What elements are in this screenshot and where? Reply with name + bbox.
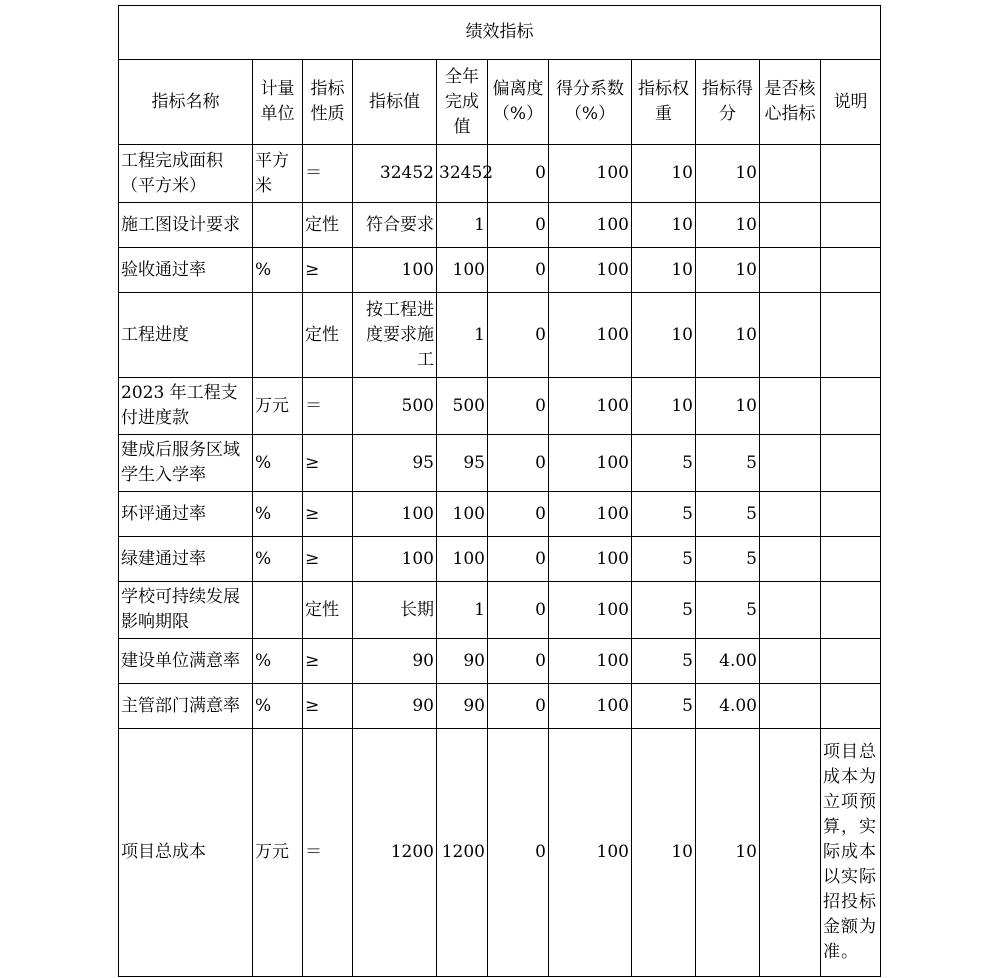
actual-value-cell: 1 bbox=[437, 293, 488, 378]
header-cell: 偏离度（%） bbox=[488, 60, 549, 145]
core-indicator-cell bbox=[760, 582, 821, 639]
core-indicator-cell bbox=[760, 378, 821, 435]
deviation-cell: 0 bbox=[488, 145, 549, 203]
weight-cell: 10 bbox=[632, 203, 696, 248]
score-cell: 5 bbox=[696, 492, 760, 537]
target-value-cell: 1200 bbox=[353, 729, 437, 977]
performance-indicator-table bbox=[118, 5, 881, 977]
deviation-cell: 0 bbox=[488, 203, 549, 248]
note-cell bbox=[821, 203, 881, 248]
unit-cell: % bbox=[253, 639, 303, 684]
header-cell: 指标权重 bbox=[632, 60, 696, 145]
deviation-cell: 0 bbox=[488, 729, 549, 977]
actual-value-cell: 500 bbox=[437, 378, 488, 435]
deviation-cell: 0 bbox=[488, 435, 549, 492]
deviation-cell: 0 bbox=[488, 537, 549, 582]
target-value-cell: 90 bbox=[353, 639, 437, 684]
score-cell: 10 bbox=[696, 248, 760, 293]
header-cell: 指标名称 bbox=[119, 60, 253, 145]
target-value-cell: 符合要求 bbox=[353, 203, 437, 248]
indicator-name-cell: 主管部门满意率 bbox=[119, 684, 253, 729]
nature-cell: ＝ bbox=[303, 729, 353, 977]
actual-value-cell: 32452 bbox=[437, 145, 488, 203]
note-cell bbox=[821, 378, 881, 435]
table-row bbox=[119, 435, 881, 492]
note-cell bbox=[821, 145, 881, 203]
actual-value-cell: 1 bbox=[437, 582, 488, 639]
table-row bbox=[119, 729, 881, 977]
coefficient-cell: 100 bbox=[549, 145, 632, 203]
indicator-name-cell: 项目总成本 bbox=[119, 729, 253, 977]
coefficient-cell: 100 bbox=[549, 378, 632, 435]
nature-cell: 定性 bbox=[303, 293, 353, 378]
coefficient-cell: 100 bbox=[549, 639, 632, 684]
weight-cell: 5 bbox=[632, 537, 696, 582]
note-cell bbox=[821, 492, 881, 537]
core-indicator-cell bbox=[760, 435, 821, 492]
weight-cell: 10 bbox=[632, 293, 696, 378]
score-cell: 4.00 bbox=[696, 639, 760, 684]
nature-cell: ＝ bbox=[303, 378, 353, 435]
nature-cell: ≥ bbox=[303, 435, 353, 492]
core-indicator-cell bbox=[760, 248, 821, 293]
unit-cell: % bbox=[253, 684, 303, 729]
note-cell bbox=[821, 684, 881, 729]
coefficient-cell: 100 bbox=[549, 203, 632, 248]
unit-cell: 万元 bbox=[253, 729, 303, 977]
note-cell bbox=[821, 435, 881, 492]
table-row bbox=[119, 248, 881, 293]
indicator-name-cell: 学校可持续发展影响期限 bbox=[119, 582, 253, 639]
weight-cell: 5 bbox=[632, 639, 696, 684]
nature-cell: ≥ bbox=[303, 492, 353, 537]
core-indicator-cell bbox=[760, 203, 821, 248]
actual-value-cell: 100 bbox=[437, 537, 488, 582]
weight-cell: 10 bbox=[632, 378, 696, 435]
unit-cell: 平方米 bbox=[253, 145, 303, 203]
deviation-cell: 0 bbox=[488, 582, 549, 639]
score-cell: 10 bbox=[696, 378, 760, 435]
actual-value-cell: 90 bbox=[437, 684, 488, 729]
header-cell: 全年完成值 bbox=[437, 60, 488, 145]
score-cell: 10 bbox=[696, 293, 760, 378]
nature-cell: ≥ bbox=[303, 248, 353, 293]
table-title: 绩效指标 bbox=[119, 6, 881, 60]
deviation-cell: 0 bbox=[488, 293, 549, 378]
table-row bbox=[119, 492, 881, 537]
table-row bbox=[119, 639, 881, 684]
header-cell: 指标得分 bbox=[696, 60, 760, 145]
table-row bbox=[119, 145, 881, 203]
unit-cell: % bbox=[253, 492, 303, 537]
header-cell: 是否核心指标 bbox=[760, 60, 821, 145]
coefficient-cell: 100 bbox=[549, 248, 632, 293]
target-value-cell: 95 bbox=[353, 435, 437, 492]
actual-value-cell: 95 bbox=[437, 435, 488, 492]
target-value-cell: 按工程进度要求施工 bbox=[353, 293, 437, 378]
unit-cell bbox=[253, 582, 303, 639]
table-row bbox=[119, 684, 881, 729]
weight-cell: 5 bbox=[632, 684, 696, 729]
core-indicator-cell bbox=[760, 639, 821, 684]
deviation-cell: 0 bbox=[488, 378, 549, 435]
actual-value-cell: 90 bbox=[437, 639, 488, 684]
target-value-cell: 500 bbox=[353, 378, 437, 435]
score-cell: 10 bbox=[696, 203, 760, 248]
nature-cell: ≥ bbox=[303, 537, 353, 582]
deviation-cell: 0 bbox=[488, 492, 549, 537]
core-indicator-cell bbox=[760, 145, 821, 203]
note-cell bbox=[821, 248, 881, 293]
indicator-name-cell: 工程完成面积（平方米） bbox=[119, 145, 253, 203]
unit-cell: % bbox=[253, 537, 303, 582]
coefficient-cell: 100 bbox=[549, 293, 632, 378]
note-cell bbox=[821, 582, 881, 639]
coefficient-cell: 100 bbox=[549, 729, 632, 977]
indicator-name-cell: 2023 年工程支付进度款 bbox=[119, 378, 253, 435]
deviation-cell: 0 bbox=[488, 684, 549, 729]
table-row bbox=[119, 537, 881, 582]
score-cell: 5 bbox=[696, 537, 760, 582]
core-indicator-cell bbox=[760, 293, 821, 378]
unit-cell: % bbox=[253, 435, 303, 492]
unit-cell bbox=[253, 293, 303, 378]
indicator-name-cell: 工程进度 bbox=[119, 293, 253, 378]
table-row bbox=[119, 293, 881, 378]
indicator-name-cell: 验收通过率 bbox=[119, 248, 253, 293]
header-cell: 计量单位 bbox=[253, 60, 303, 145]
weight-cell: 10 bbox=[632, 145, 696, 203]
unit-cell bbox=[253, 203, 303, 248]
unit-cell: % bbox=[253, 248, 303, 293]
indicator-name-cell: 施工图设计要求 bbox=[119, 203, 253, 248]
core-indicator-cell bbox=[760, 537, 821, 582]
indicator-name-cell: 绿建通过率 bbox=[119, 537, 253, 582]
table-row bbox=[119, 582, 881, 639]
weight-cell: 5 bbox=[632, 492, 696, 537]
indicator-name-cell: 环评通过率 bbox=[119, 492, 253, 537]
actual-value-cell: 1 bbox=[437, 203, 488, 248]
unit-cell: 万元 bbox=[253, 378, 303, 435]
header-cell: 指标性质 bbox=[303, 60, 353, 145]
deviation-cell: 0 bbox=[488, 639, 549, 684]
score-cell: 10 bbox=[696, 145, 760, 203]
nature-cell: ≥ bbox=[303, 684, 353, 729]
weight-cell: 5 bbox=[632, 435, 696, 492]
core-indicator-cell bbox=[760, 729, 821, 977]
target-value-cell: 32452 bbox=[353, 145, 437, 203]
note-cell bbox=[821, 293, 881, 378]
indicator-name-cell: 建设单位满意率 bbox=[119, 639, 253, 684]
note-cell bbox=[821, 537, 881, 582]
nature-cell: 定性 bbox=[303, 203, 353, 248]
weight-cell: 5 bbox=[632, 582, 696, 639]
target-value-cell: 长期 bbox=[353, 582, 437, 639]
actual-value-cell: 100 bbox=[437, 492, 488, 537]
table-body bbox=[119, 145, 881, 977]
header-cell: 指标值 bbox=[353, 60, 437, 145]
coefficient-cell: 100 bbox=[549, 684, 632, 729]
coefficient-cell: 100 bbox=[549, 435, 632, 492]
target-value-cell: 90 bbox=[353, 684, 437, 729]
actual-value-cell: 1200 bbox=[437, 729, 488, 977]
nature-cell: 定性 bbox=[303, 582, 353, 639]
weight-cell: 10 bbox=[632, 248, 696, 293]
weight-cell: 10 bbox=[632, 729, 696, 977]
coefficient-cell: 100 bbox=[549, 537, 632, 582]
coefficient-cell: 100 bbox=[549, 582, 632, 639]
target-value-cell: 100 bbox=[353, 537, 437, 582]
note-cell bbox=[821, 639, 881, 684]
actual-value-cell: 100 bbox=[437, 248, 488, 293]
note-cell: 项目总成本为立项预算，实际成本以实际招投标金额为准。 bbox=[821, 729, 881, 977]
nature-cell: ≥ bbox=[303, 639, 353, 684]
header-cell: 得分系数（%） bbox=[549, 60, 632, 145]
core-indicator-cell bbox=[760, 492, 821, 537]
target-value-cell: 100 bbox=[353, 492, 437, 537]
score-cell: 4.00 bbox=[696, 684, 760, 729]
header-cell: 说明 bbox=[821, 60, 881, 145]
table-row bbox=[119, 378, 881, 435]
score-cell: 10 bbox=[696, 729, 760, 977]
coefficient-cell: 100 bbox=[549, 492, 632, 537]
nature-cell: ＝ bbox=[303, 145, 353, 203]
target-value-cell: 100 bbox=[353, 248, 437, 293]
score-cell: 5 bbox=[696, 582, 760, 639]
deviation-cell: 0 bbox=[488, 248, 549, 293]
table-row bbox=[119, 203, 881, 248]
core-indicator-cell bbox=[760, 684, 821, 729]
indicator-name-cell: 建成后服务区域学生入学率 bbox=[119, 435, 253, 492]
score-cell: 5 bbox=[696, 435, 760, 492]
